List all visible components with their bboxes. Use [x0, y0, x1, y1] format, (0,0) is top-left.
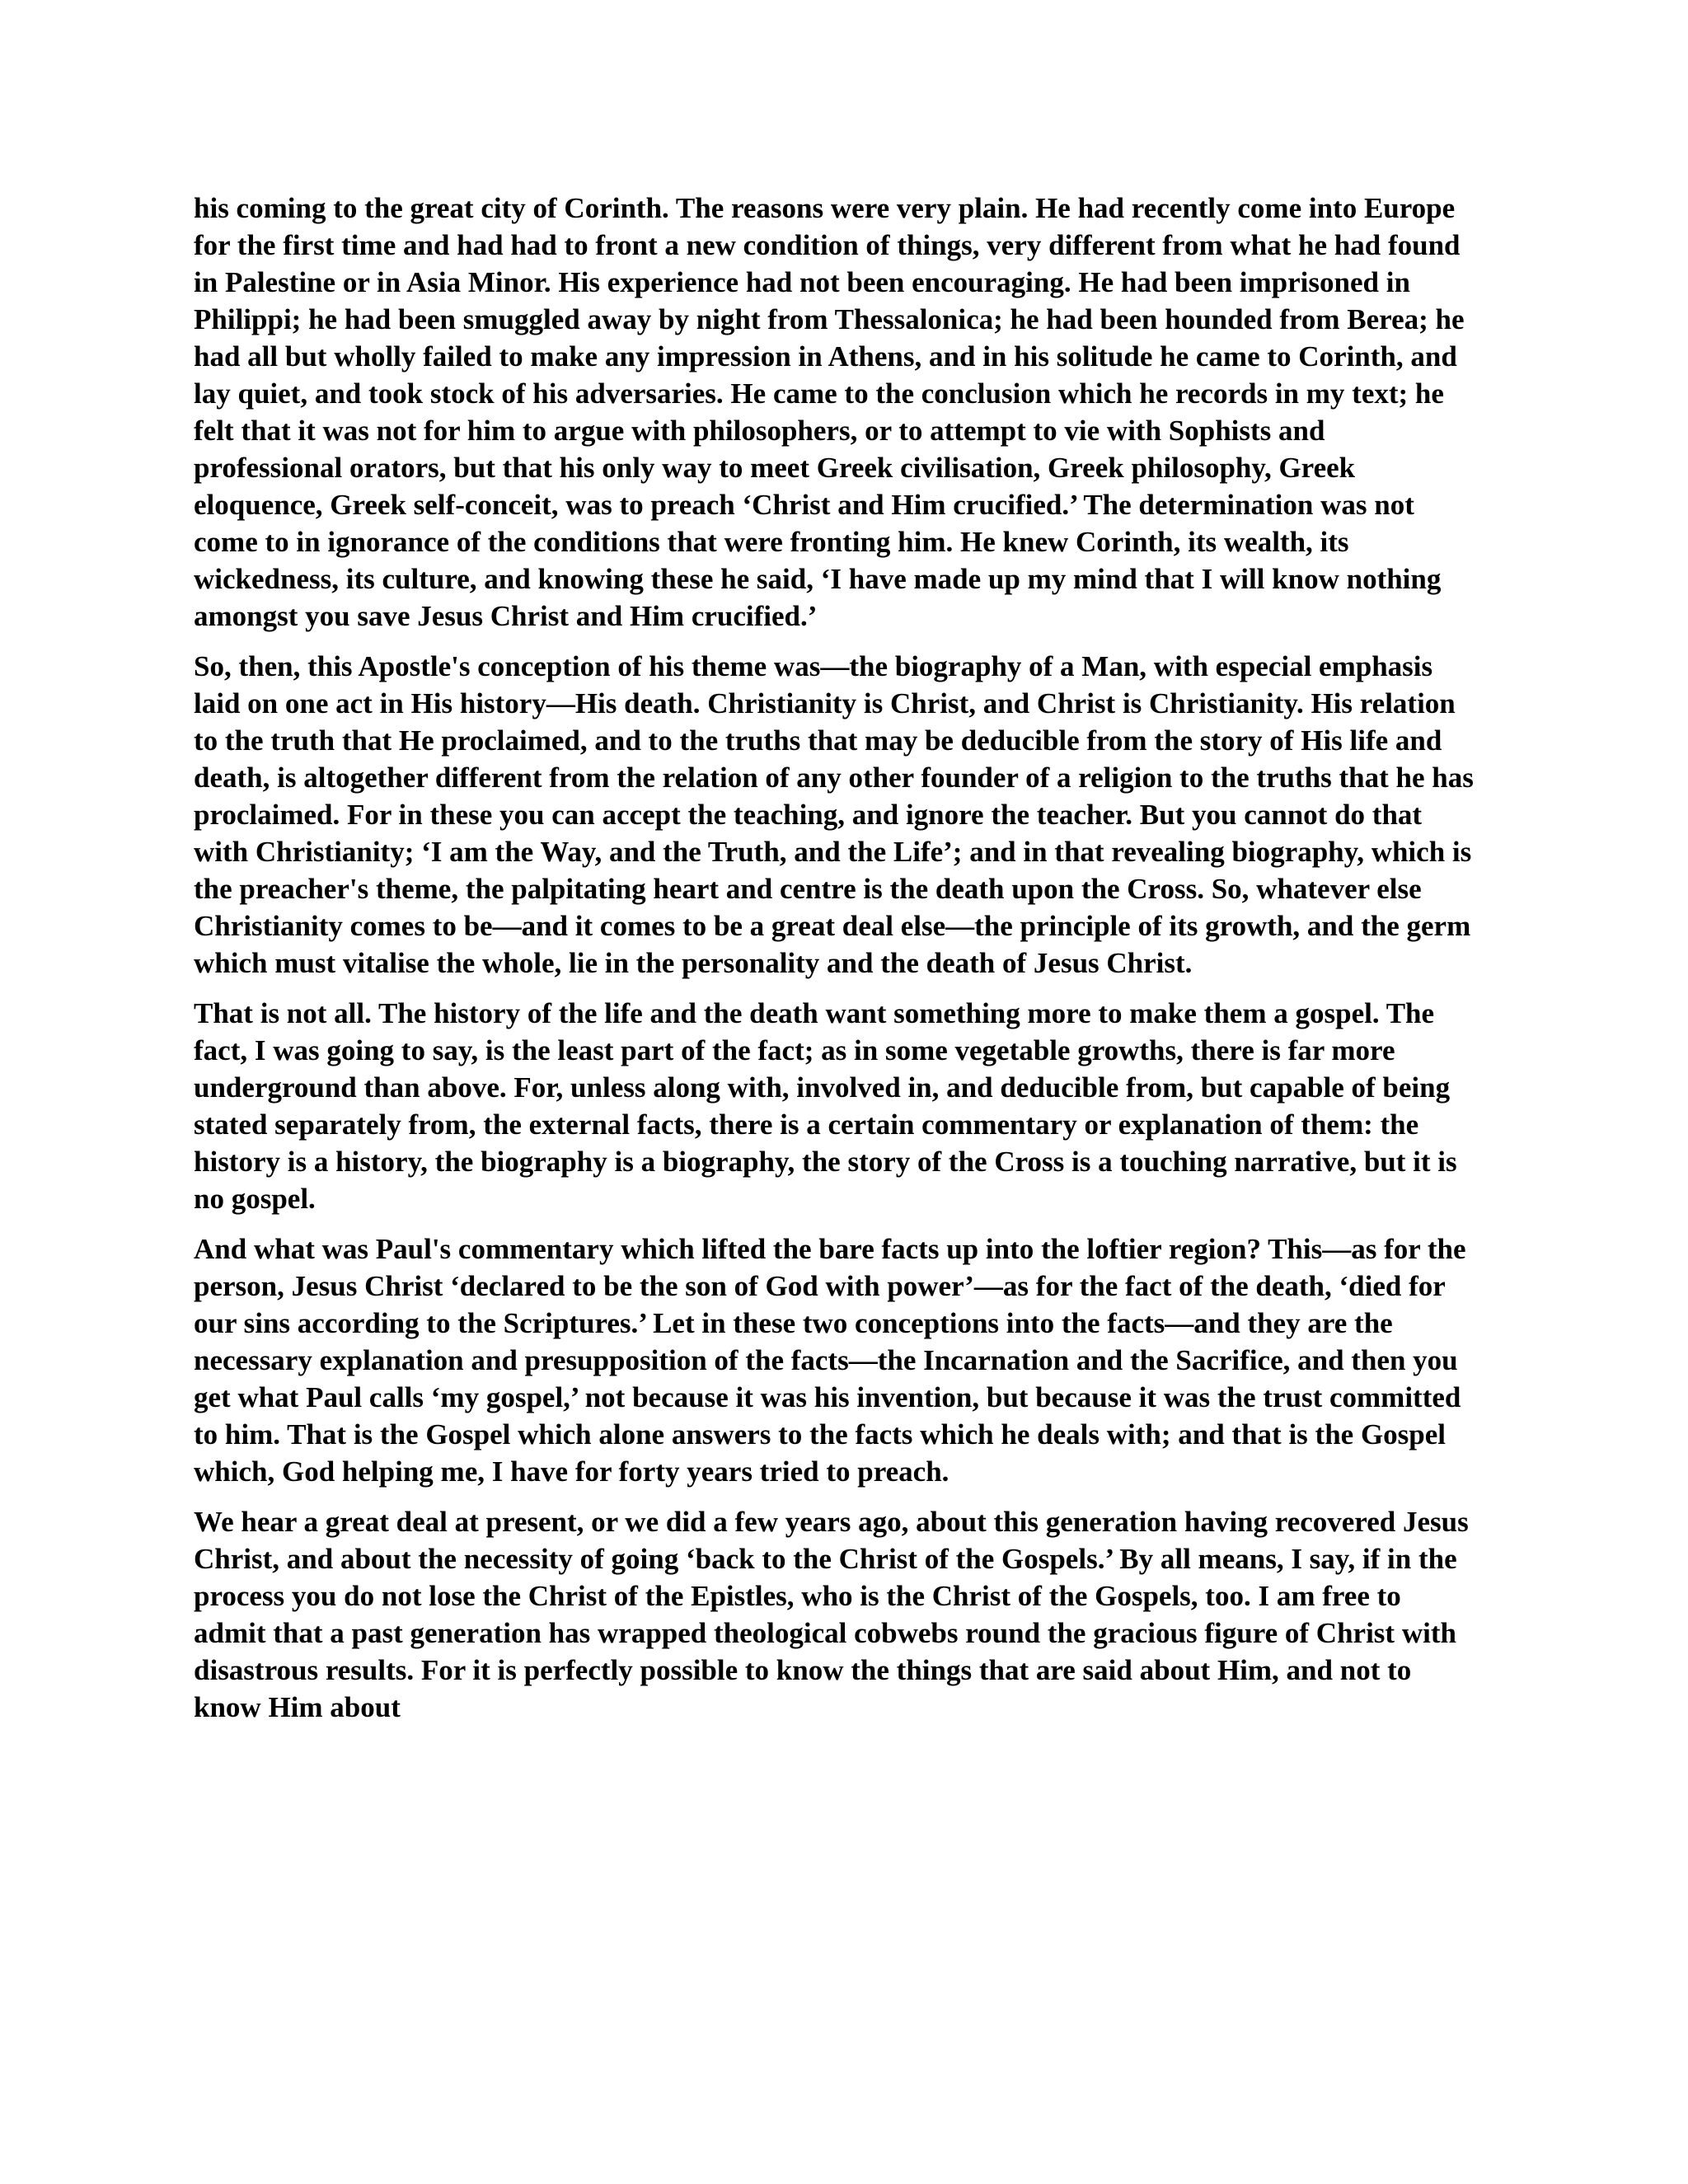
paragraph-3: That is not all. The history of the life and the death want something more to make them a gospel. The fact, I was going to say, is the least part of the fact; as in some vegetable growths, there is far more underground than above. For, unless along with, involved in, and deducible from, but capable of being stated separately from, the external facts, there is a certain commentary or explanation of them: the history is a history, the biography is a biography, the story of the Cross is a touching narrative, but it is no gospel. — [194, 997, 1457, 1215]
paragraph-5: We hear a great deal at present, or we did a few years ago, about this generation having recovered Jesus Christ, and about the necessity of going ‘back to the Christ of the Gospels.’ By all means, I say, if in the process you do not lose the Christ of the Epistles, who is the Christ of the Gospels, too. I am free to admit that a past generation has wrapped theological cobwebs round the gracious figure of Christ with disastrous results. For it is perfectly possible to know the things that are said about Him, and not to know Him about — [194, 1506, 1469, 1723]
paragraph-4: And what was Paul's commentary which lifted the bare facts up into the loftier region? This—as for the person, Jesus Christ ‘declared to be the son of God with power’—as for the fact of the death, ‘died for our sins according to the Scriptures.’ Let in these two conceptions into the facts—and they are the necessary explanation and presupposition of the facts—the Incarnation and the Sacrifice, and then you get what Paul calls ‘my gospel,’ not because it was his invention, but because it was the trust committed to him. That is the Gospel which alone answers to the facts which he deals with; and that is the Gospel which, God helping me, I have for forty years tried to preach. — [194, 1233, 1466, 1488]
document-page — [194, 190, 1479, 1739]
paragraph-1: his coming to the great city of Corinth. The reasons were very plain. He had recently come into Europe for the first time and had had to front a new condition of things, very different from what he had found in Palestine or in Asia Minor. His experience had not been encouraging. He had been imprisoned in Philippi; he had been smuggled away by night from Thessalonica; he had been hounded from Berea; he had all but wholly failed to make any impression in Athens, and in his solitude he came to Corinth, and lay quiet, and took stock of his adversaries. He came to the conclusion which he records in my text; he felt that it was not for him to argue with philosophers, or to attempt to vie with Sophists and professional orators, but that his only way to meet Greek civilisation, Greek philosophy, Greek eloquence, Greek self-conceit, was to preach ‘Christ and Him crucified.’ The determination was not come to in ignorance of the conditions that were fronting him. He knew Corinth, its wealth, its wickedness, its culture, and knowing these he said, ‘I have made up my mind that I will know nothing amongst you save Jesus Christ and Him crucified.’ — [194, 192, 1465, 632]
paragraph-2: So, then, this Apostle's conception of his theme was—the biography of a Man, with especial emphasis laid on one act in His history—His death. Christianity is Christ, and Christ is Christianity. His relation to the truth that He proclaimed, and to the truths that may be deducible from the story of His life and death, is altogether different from the relation of any other founder of a religion to the truths that he has proclaimed. For in these you can accept the teaching, and ignore the teacher. But you cannot do that with Christianity; ‘I am the Way, and the Truth, and the Life’; and in that revealing biography, which is the preacher's theme, the palpitating heart and centre is the death upon the Cross. So, whatever else Christianity comes to be—and it comes to be a great deal else—the principle of its growth, and the germ which must vitalise the whole, lie in the personality and the death of Jesus Christ. — [194, 650, 1474, 979]
